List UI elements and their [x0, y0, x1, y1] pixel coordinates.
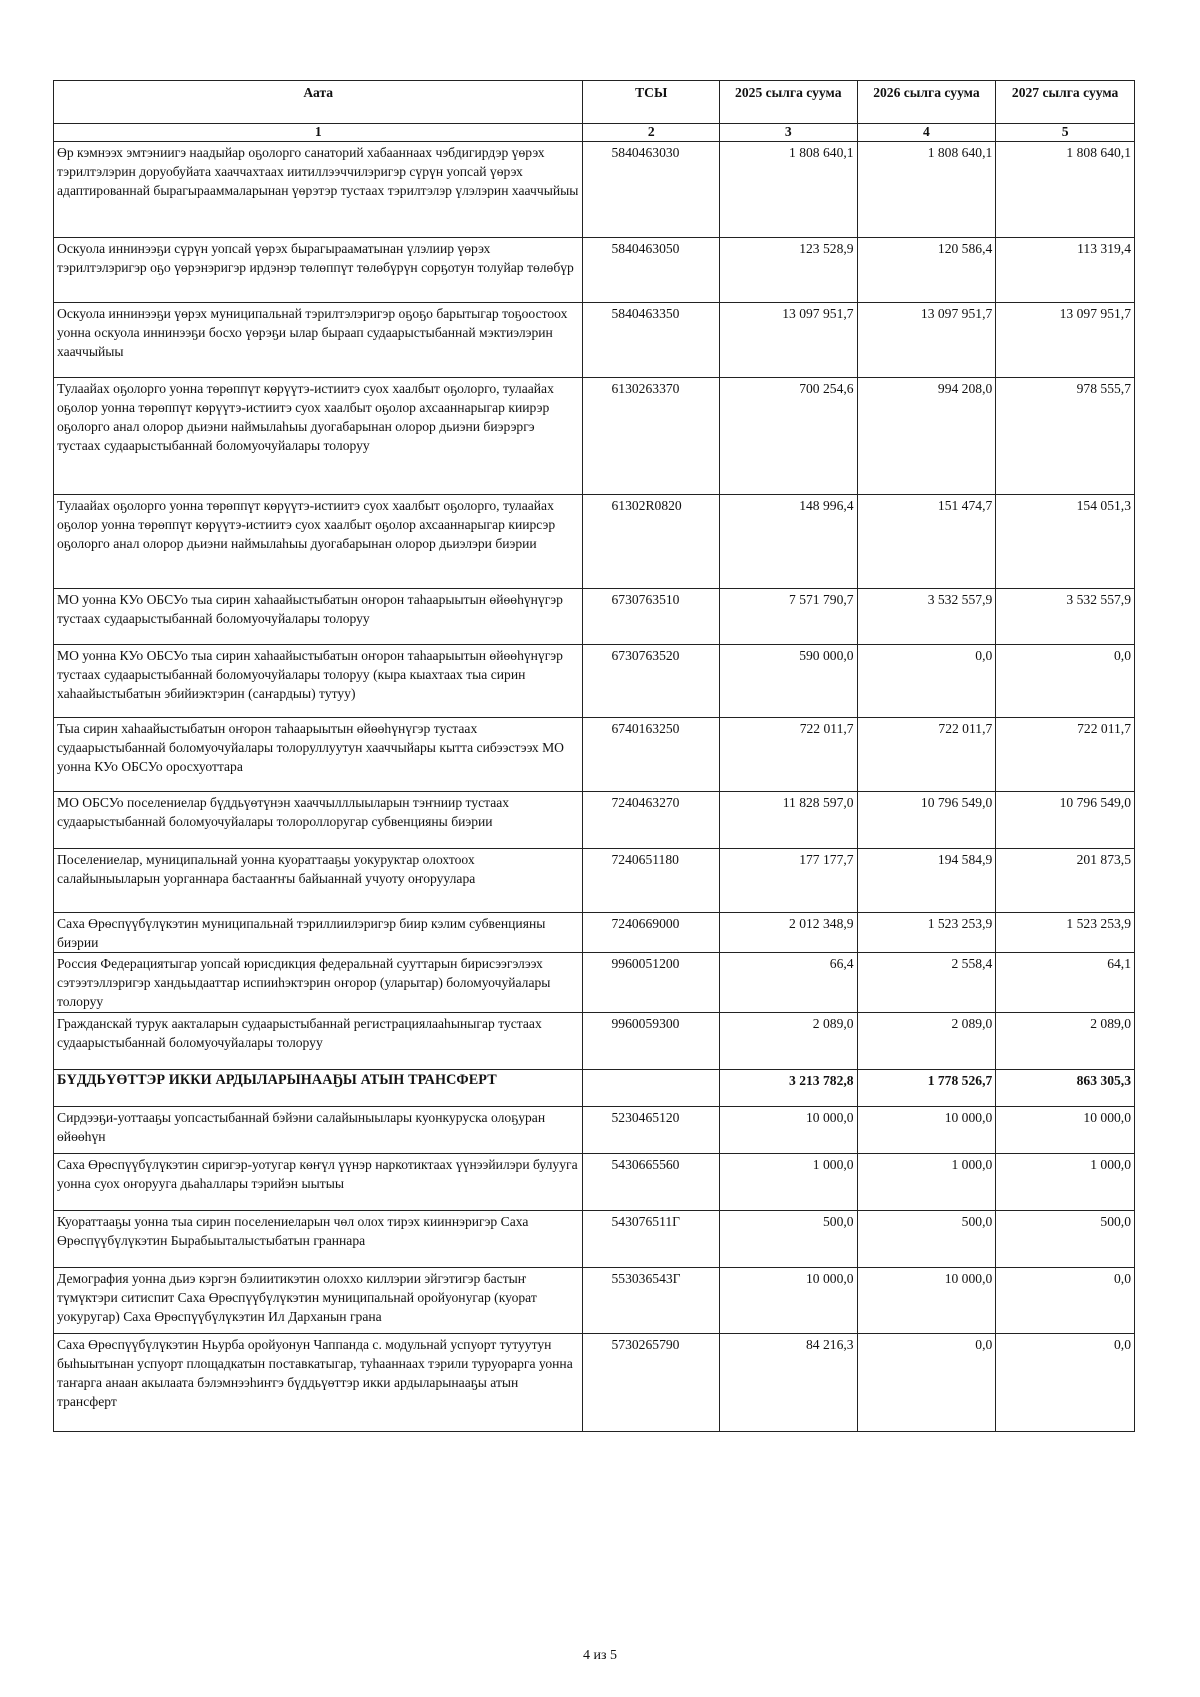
row-value-2025: 1 808 640,1 [719, 142, 857, 238]
row-name: Оскуола иннинээҕи сүрүн уопсай үөрэх бырагырааматынан үлэлиир үөрэх тэрилтэлэригэр оҕо үөрэнэригэр ирдэнэр төлөппүт төлөбүрүн сорҕотун толуйар төлөбүр [54, 238, 583, 303]
row-name: МО ОБСУо поселениелар бүддьүөтүнэн хааччылллыыларын тэҥниир тустаах судаарыстыбаннай боломуочуйалары толороллоругар субвенцияны биэрии [54, 792, 583, 849]
row-name: МО уонна КУо ОБСУо тыа сирин хаһаайыстыбатын оҥорон таһаарыытын өйөөһүнүгэр тустаах судаарыстыбаннай боломуочуйалары толоруу (кыра кыахтаах тыа сирин хаһаайыстыбатын эбийиэктэрин (саҥардыы) тутуу) [54, 645, 583, 718]
row-value-2025: 84 216,3 [719, 1334, 857, 1432]
table-row [54, 913, 1135, 953]
row-value-2025: 1 000,0 [719, 1154, 857, 1211]
row-value-2026: 1 808 640,1 [857, 142, 996, 238]
row-value-2025: 3 213 782,8 [719, 1070, 857, 1107]
row-value-2025: 10 000,0 [719, 1107, 857, 1154]
header-code: ТСЫ [583, 81, 720, 124]
row-value-2026: 13 097 951,7 [857, 303, 996, 378]
column-number: 5 [996, 124, 1135, 142]
header-2027: 2027 сылга суума [996, 81, 1135, 124]
row-name: Куораттааҕы уонна тыа сирин поселениеларын чөл олох тирэх кииннэригэр Саха Өрөспүүбүлүкэтин Бырабыыталыстыбатын граннара [54, 1211, 583, 1268]
row-value-2026: 1 778 526,7 [857, 1070, 996, 1107]
row-value-2026: 10 796 549,0 [857, 792, 996, 849]
table-row [54, 378, 1135, 495]
column-number: 4 [857, 124, 996, 142]
row-name: Оскуола иннинээҕи үөрэх муниципальнай тэрилтэлэригэр оҕоҕо барытыгар тоҕоостоох уонна оскуола иннинээҕи босхо үөрэҕи ылар быраап судаарыстыбаннай мэктиэлэрин хааччыйыы [54, 303, 583, 378]
column-numbers-row [54, 124, 1135, 142]
row-code: 5430665560 [583, 1154, 720, 1211]
row-code [583, 1070, 720, 1107]
row-value-2026: 1 000,0 [857, 1154, 996, 1211]
row-value-2027: 500,0 [996, 1211, 1135, 1268]
row-code: 6730763520 [583, 645, 720, 718]
row-value-2025: 123 528,9 [719, 238, 857, 303]
table-row [54, 303, 1135, 378]
table-row [54, 792, 1135, 849]
row-value-2026: 3 532 557,9 [857, 589, 996, 645]
row-name: Поселениелар, муниципальнай уонна куораттааҕы уокуруктар олохтоох салайыныыларын уорганнара бастааҥҥы байыаннай учуоту оҥоруулара [54, 849, 583, 913]
header-2025: 2025 сылга суума [719, 81, 857, 124]
row-name: Тыа сирин хаһаайыстыбатын оҥорон таһаарыытын өйөөһүнүгэр тустаах судаарыстыбаннай боломуочуйалары толоруллуутун хааччыйары кытта сибээстээх МО уонна КУо ОБСУо оросхуоттара [54, 718, 583, 792]
table-row [54, 495, 1135, 589]
row-value-2025: 13 097 951,7 [719, 303, 857, 378]
row-value-2026: 0,0 [857, 1334, 996, 1432]
row-value-2025: 500,0 [719, 1211, 857, 1268]
row-value-2027: 0,0 [996, 645, 1135, 718]
row-value-2025: 10 000,0 [719, 1268, 857, 1334]
row-name: Гражданскай турук аакталарын судаарыстыбаннай регистрациялааһыныгар тустаах судаарыстыбаннай боломуочуйалары толоруу [54, 1013, 583, 1070]
row-value-2027: 1 523 253,9 [996, 913, 1135, 953]
row-value-2026: 2 558,4 [857, 953, 996, 1013]
row-value-2027: 863 305,3 [996, 1070, 1135, 1107]
row-code: 7240669000 [583, 913, 720, 953]
row-value-2027: 3 532 557,9 [996, 589, 1135, 645]
table-row [54, 1334, 1135, 1432]
row-value-2025: 177 177,7 [719, 849, 857, 913]
row-value-2025: 2 089,0 [719, 1013, 857, 1070]
table-row [54, 142, 1135, 238]
table-row [54, 1013, 1135, 1070]
row-value-2026: 120 586,4 [857, 238, 996, 303]
table-row [54, 238, 1135, 303]
row-value-2026: 994 208,0 [857, 378, 996, 495]
row-value-2025: 148 996,4 [719, 495, 857, 589]
row-value-2026: 10 000,0 [857, 1107, 996, 1154]
row-value-2027: 201 873,5 [996, 849, 1135, 913]
row-value-2025: 11 828 597,0 [719, 792, 857, 849]
row-name: Саха Өрөспүүбүлүкэтин муниципальнай тэриллиилэригэр биир кэлим субвенцияны биэрии [54, 913, 583, 953]
row-code: 9960059300 [583, 1013, 720, 1070]
row-value-2026: 500,0 [857, 1211, 996, 1268]
row-code: 6730763510 [583, 589, 720, 645]
table-row [54, 953, 1135, 1013]
row-name: МО уонна КУо ОБСУо тыа сирин хаһаайыстыбатын оҥорон таһаарыытын өйөөһүнүгэр тустаах судаарыстыбаннай боломуочуйалары толоруу [54, 589, 583, 645]
row-value-2027: 2 089,0 [996, 1013, 1135, 1070]
row-value-2025: 722 011,7 [719, 718, 857, 792]
column-number: 1 [54, 124, 583, 142]
table-row [54, 1070, 1135, 1107]
row-code: 5840463050 [583, 238, 720, 303]
row-name: БҮДДЬҮӨТТЭР ИККИ АРДЫЛАРЫНААҔЫ АТЫН ТРАНСФЕРТ [54, 1070, 583, 1107]
row-value-2027: 64,1 [996, 953, 1135, 1013]
header-name: Аата [54, 81, 583, 124]
budget-table [53, 80, 1135, 1432]
row-code: 5840463350 [583, 303, 720, 378]
row-code: 9960051200 [583, 953, 720, 1013]
row-value-2027: 113 319,4 [996, 238, 1135, 303]
row-value-2026: 10 000,0 [857, 1268, 996, 1334]
row-value-2025: 7 571 790,7 [719, 589, 857, 645]
row-value-2026: 0,0 [857, 645, 996, 718]
row-name: Тулаайах оҕолорго уонна төрөппүт көрүүтэ-истиитэ суох хаалбыт оҕолорго, тулаайах оҕолор уонна төрөппүт көрүүтэ-истиитэ суох хаалбыт оҕолор ахсааннарыгар киирсэр оҕолорго анал олорор дьиэни наймылаһыы дуогабарынан олорор дьиэлэри биэрии [54, 495, 583, 589]
table-row [54, 1154, 1135, 1211]
table-body [54, 124, 1135, 1432]
row-value-2027: 978 555,7 [996, 378, 1135, 495]
row-value-2026: 1 523 253,9 [857, 913, 996, 953]
row-code: 6130263370 [583, 378, 720, 495]
row-name: Сирдээҕи-уоттааҕы уопсастыбаннай бэйэни салайыныылары куонкуруска олоҕуран өйөөһүн [54, 1107, 583, 1154]
row-code: 6740163250 [583, 718, 720, 792]
row-value-2027: 1 808 640,1 [996, 142, 1135, 238]
row-value-2025: 590 000,0 [719, 645, 857, 718]
row-value-2026: 2 089,0 [857, 1013, 996, 1070]
table-row [54, 849, 1135, 913]
table-row [54, 718, 1135, 792]
header-row [54, 81, 1135, 124]
row-value-2027: 10 000,0 [996, 1107, 1135, 1154]
row-value-2027: 0,0 [996, 1268, 1135, 1334]
row-value-2027: 1 000,0 [996, 1154, 1135, 1211]
row-code: 5840463030 [583, 142, 720, 238]
column-number: 3 [719, 124, 857, 142]
row-value-2026: 151 474,7 [857, 495, 996, 589]
header-2026: 2026 сылга суума [857, 81, 996, 124]
row-name: Россия Федерациятыгар уопсай юрисдикция федеральнай сууттарын бирисээгэлээх сэтээтэллэригэр хандьыдааттар испииһэктэрин оҥорор (уларытар) боломуочуйалары толоруу [54, 953, 583, 1013]
row-value-2027: 10 796 549,0 [996, 792, 1135, 849]
row-name: Өр кэмнээх эмтэниигэ наадыйар оҕолорго санаторий хабааннаах чэбдигирдэр үөрэх тэрилтэлэрин доруобуйата хааччахтаах иитиллээччилэригэр сүрүн уопсай үөрэх адаптированнай бырагырааммаларынан үөрэтэр тустаах тэрилтэлэр үлэлэрин хааччыйыы [54, 142, 583, 238]
row-value-2025: 66,4 [719, 953, 857, 1013]
row-value-2027: 13 097 951,7 [996, 303, 1135, 378]
row-name: Демография уонна дьиэ кэргэн бэлиитикэтин олоххо киллэрии эйгэтигэр бастыҥ түмүктэри ситиспит Саха Өрөспүүбүлүкэтин муниципальнай оройуонугар (куорат уокуругар) Саха Өрөспүүбүлүкэтин Ил Дарханын грана [54, 1268, 583, 1334]
row-value-2026: 194 584,9 [857, 849, 996, 913]
row-code: 5730265790 [583, 1334, 720, 1432]
row-code: 5230465120 [583, 1107, 720, 1154]
row-name: Тулаайах оҕолорго уонна төрөппүт көрүүтэ-истиитэ суох хаалбыт оҕолорго, тулаайах оҕолор уонна төрөппүт көрүүтэ-истиитэ суох хаалбыт оҕолор ахсааннарыгар киирэр оҕолорго анал олорор дьиэни наймылаһыы дуогабарынан олорор дьиэни биэрэргэ тустаах судаарыстыбаннай боломуочуйалары толоруу [54, 378, 583, 495]
row-value-2026: 722 011,7 [857, 718, 996, 792]
row-code: 61302R0820 [583, 495, 720, 589]
row-code: 7240651180 [583, 849, 720, 913]
table-row [54, 1268, 1135, 1334]
table-row [54, 589, 1135, 645]
table-row [54, 1107, 1135, 1154]
row-value-2027: 722 011,7 [996, 718, 1135, 792]
row-name: Саха Өрөспүүбүлүкэтин сиригэр-уотугар көҥүл үүнэр наркотиктаах үүнээйилэри булууга уонна суох оҥорууга дьаһаллары тэрийэн ыытыы [54, 1154, 583, 1211]
row-name: Саха Өрөспүүбүлүкэтин Ньурба оройуонун Чаппанда с. модульнай успуорт тутуутун быһыытынан успуорт площадкатын поставкатыгар, туһааннаах тэрили туруорарга уонна таҥарга анаан акылаата бэлэмнээһиҥгэ бүддьүөттэр икки ардыларынааҕы атын трансферт [54, 1334, 583, 1432]
table-row [54, 1211, 1135, 1268]
row-code: 543076511Г [583, 1211, 720, 1268]
page-number: 4 из 5 [582, 1648, 618, 1663]
row-value-2027: 154 051,3 [996, 495, 1135, 589]
row-value-2025: 2 012 348,9 [719, 913, 857, 953]
row-value-2027: 0,0 [996, 1334, 1135, 1432]
row-code: 7240463270 [583, 792, 720, 849]
table-row [54, 645, 1135, 718]
row-value-2025: 700 254,6 [719, 378, 857, 495]
row-code: 553036543Г [583, 1268, 720, 1334]
column-number: 2 [583, 124, 720, 142]
